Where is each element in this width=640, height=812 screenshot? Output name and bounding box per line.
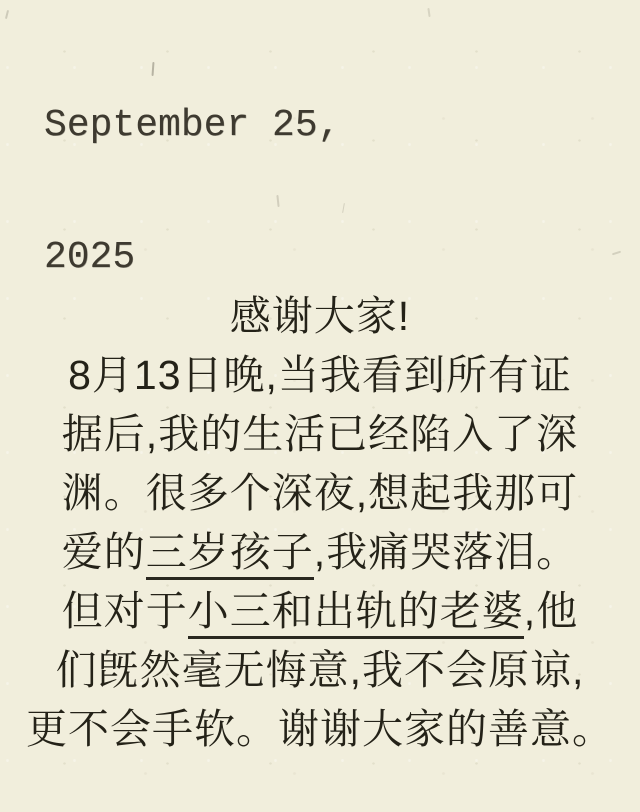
message-line-2: 8月13日晚,当我看到所有证 xyxy=(68,352,572,398)
date-line-month-day: September 25, xyxy=(44,104,341,147)
message-title: 感谢大家! xyxy=(229,293,411,339)
paper-fiber xyxy=(612,251,621,256)
message-line-5-pre: 爱的 xyxy=(61,529,146,575)
message-line-6 xyxy=(0,582,640,641)
date-line-year: 2025 xyxy=(44,236,136,279)
underlined-phrase-child: 三岁孩子 xyxy=(146,529,314,580)
paper-fiber xyxy=(5,10,9,19)
paper-fiber xyxy=(427,8,430,17)
message-line-5-post: ,我痛哭落泪。 xyxy=(313,529,579,575)
paper-fiber xyxy=(342,203,345,213)
message-line-6-post: ,他 xyxy=(523,588,579,634)
underlined-phrase-mistress-wife: 小三和出轨的老婆 xyxy=(188,588,524,639)
message-body xyxy=(0,287,640,759)
message-line-4: 渊。很多个深夜,想起我那可 xyxy=(61,470,579,516)
message-line-7: 们旣然毫无悔意,我不会原谅, xyxy=(55,647,585,693)
message-line-8: 更不会手软。谢谢大家的善意。 xyxy=(26,706,614,752)
message-line-6-pre: 但对于 xyxy=(61,588,188,634)
message-line-3: 据后,我的生活已经陷入了深 xyxy=(61,411,579,457)
message-line-5 xyxy=(0,523,640,582)
